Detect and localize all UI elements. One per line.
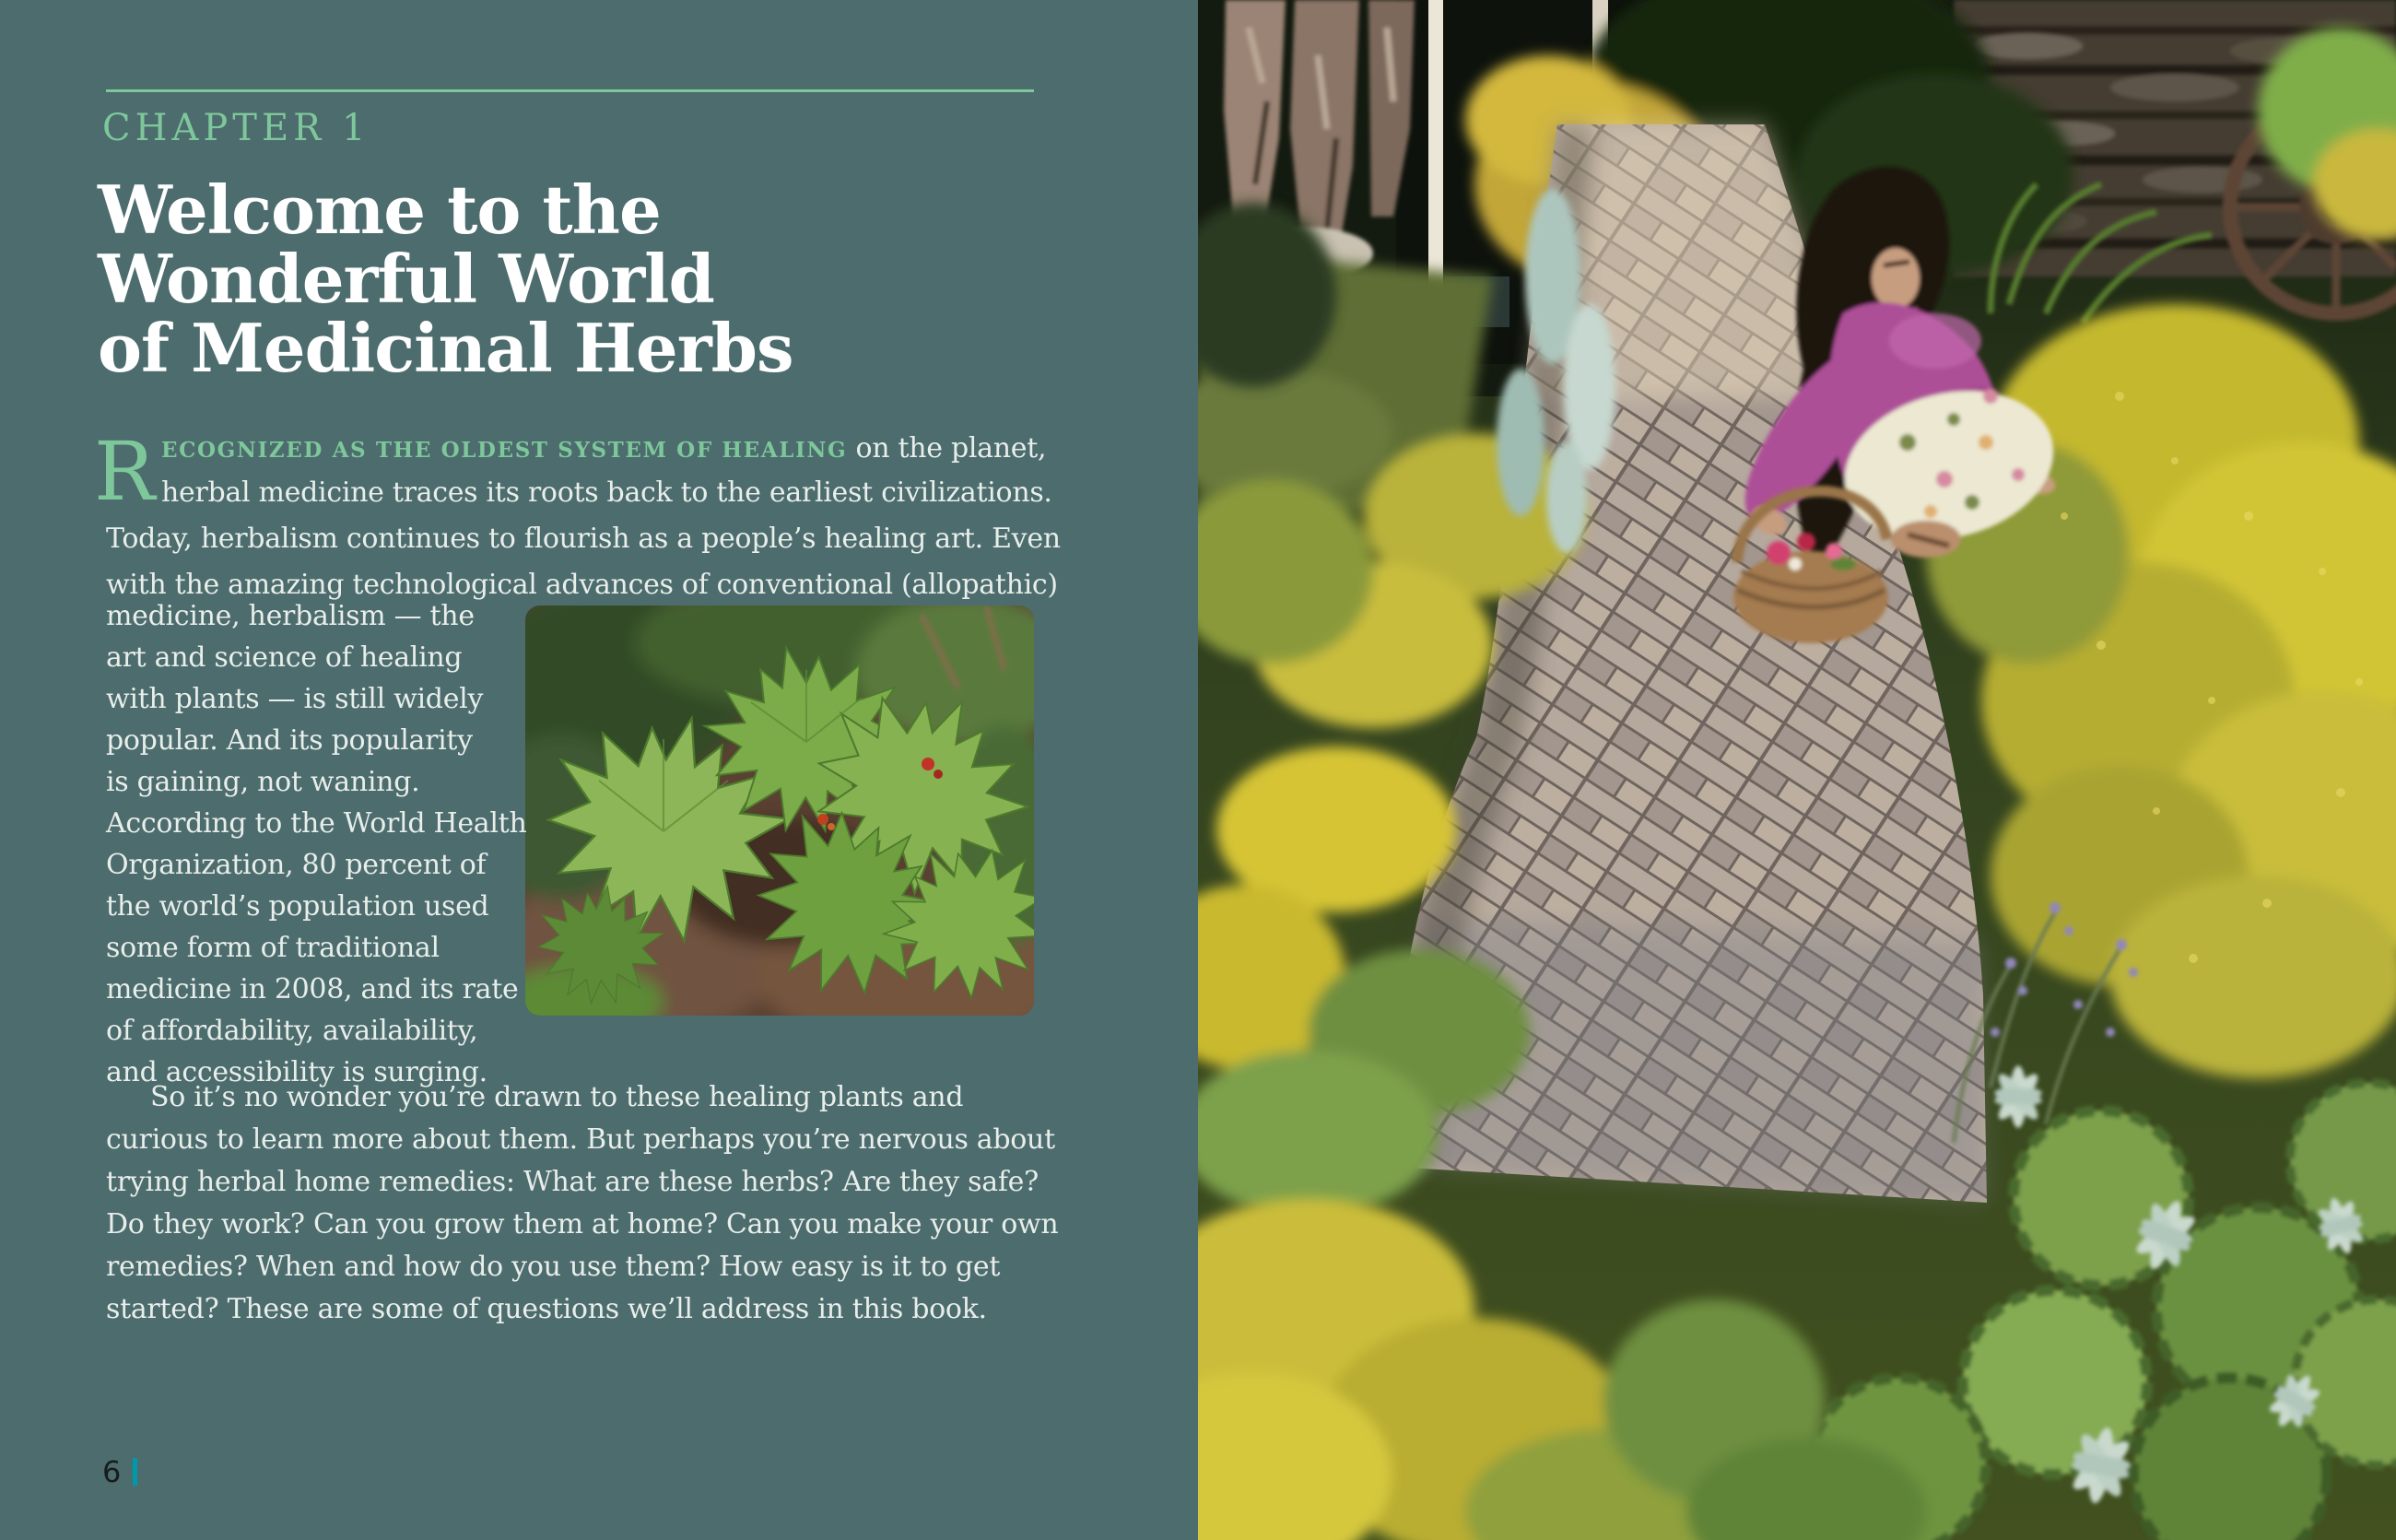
text-line: art and science of healing <box>106 641 463 674</box>
text-line: is gaining, not waning. <box>106 766 420 798</box>
page-title <box>98 170 793 387</box>
wrapped-paragraph <box>106 595 526 1093</box>
text-line: some form of traditional <box>106 932 440 964</box>
title-line-1: Welcome to the <box>98 170 661 249</box>
intro-line: herbal medicine traces its roots back to the earliest civilizations. <box>161 476 1052 509</box>
page-number: 6 <box>102 1454 122 1489</box>
intro-line: with the amazing technological advances of conventional (allopathic) <box>106 569 1058 601</box>
text-line: started? These are some of questions we’ll address in this book. <box>106 1293 987 1325</box>
text-line: trying herbal home remedies: What are these herbs? Are they safe? <box>106 1166 1039 1198</box>
text-line: medicine in 2008, and its rate <box>106 973 519 1005</box>
closing-paragraph <box>106 1076 1059 1331</box>
text-line: and accessibility is surging. <box>106 1056 487 1088</box>
garden-photo <box>1198 0 2396 1540</box>
small-caps-lead: ECOGNIZED AS THE OLDEST SYSTEM OF HEALING <box>161 438 848 463</box>
text-line: curious to learn more about them. But perhaps you’re nervous about <box>106 1123 1055 1156</box>
text-line: the world’s population used <box>106 890 489 923</box>
intro-line <box>106 429 1046 470</box>
chapter-label: CHAPTER 1 <box>102 107 370 149</box>
title-line-3: of Medicinal Herbs <box>98 309 793 387</box>
text-line: Organization, 80 percent of <box>106 849 487 881</box>
text-line: Do they work? Can you grow them at home? Can you make your own <box>106 1208 1059 1240</box>
folio <box>102 1454 137 1489</box>
text-line: According to the World Health <box>106 807 527 840</box>
text-line: with plants — is still widely <box>106 683 484 715</box>
text-line: remedies? When and how do you use them? How easy is it to get <box>106 1251 1001 1283</box>
inset-photo-goldenseal <box>525 605 1034 1016</box>
intro-line: Today, herbalism continues to flourish as a people’s healing art. Even <box>106 523 1061 555</box>
text-line: of affordability, availability, <box>106 1015 478 1047</box>
folio-divider <box>133 1458 137 1486</box>
text-line: medicine, herbalism — the <box>106 600 475 632</box>
lead-rest: on the planet, <box>847 432 1047 464</box>
intro-paragraph <box>94 424 1061 608</box>
text-line: popular. And its popularity <box>106 724 473 757</box>
drop-cap: R <box>94 424 155 519</box>
chapter-rule <box>106 89 1034 92</box>
title-line-2: Wonderful World <box>98 240 714 318</box>
text-line: So it’s no wonder you’re drawn to these healing plants and <box>150 1081 964 1113</box>
